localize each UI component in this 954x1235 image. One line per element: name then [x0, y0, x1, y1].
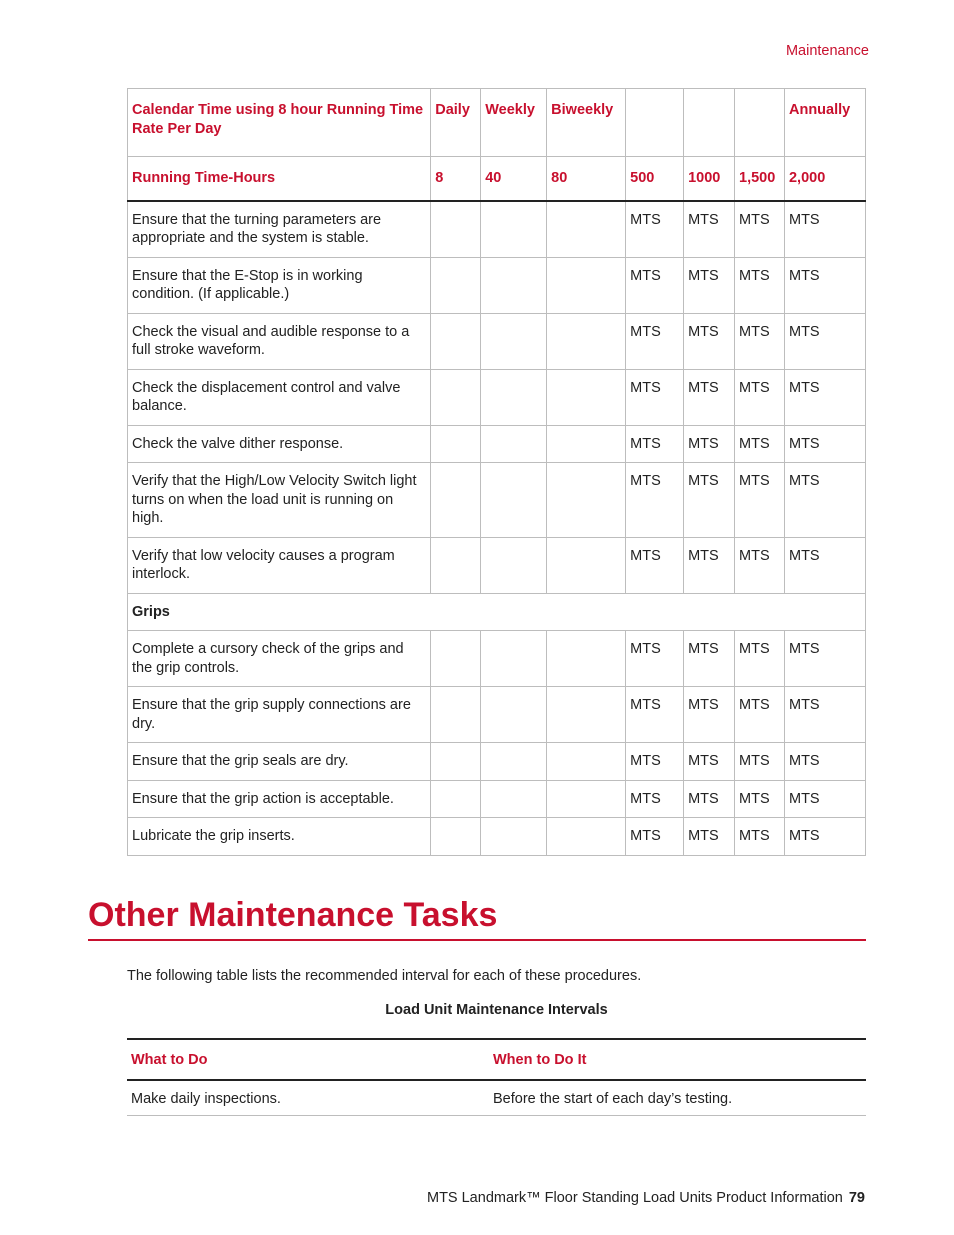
interval-cell: [431, 201, 481, 258]
task-description: Ensure that the grip supply connections are dry.: [128, 687, 431, 743]
page-footer: [427, 1190, 865, 1206]
interval-cell: MTS: [626, 313, 684, 369]
table-row: [128, 687, 866, 743]
interval-cell: MTS: [684, 313, 735, 369]
interval-cell: [481, 369, 547, 425]
interval-cell: [547, 463, 626, 538]
interval-cell: MTS: [684, 631, 735, 687]
column-header: Calendar Time using 8 hour Running Time Rate Per Day: [128, 89, 431, 157]
interval-cell: MTS: [684, 780, 735, 818]
interval-cell: [481, 780, 547, 818]
table-row: [128, 425, 866, 463]
task-description: Complete a cursory check of the grips and the grip controls.: [128, 631, 431, 687]
interval-cell: MTS: [784, 537, 865, 593]
column-header: 80: [547, 157, 626, 201]
interval-cell: [547, 425, 626, 463]
interval-cell: [431, 743, 481, 781]
column-header: Running Time-Hours: [128, 157, 431, 201]
interval-cell: MTS: [684, 425, 735, 463]
interval-cell: MTS: [626, 743, 684, 781]
interval-cell: MTS: [784, 313, 865, 369]
task-description: Ensure that the grip seals are dry.: [128, 743, 431, 781]
interval-cell: MTS: [735, 537, 785, 593]
column-header: [684, 89, 735, 157]
interval-cell: MTS: [784, 780, 865, 818]
interval-cell: MTS: [735, 818, 785, 856]
task-description: Verify that low velocity causes a program interlock.: [128, 537, 431, 593]
interval-cell: MTS: [684, 463, 735, 538]
table-header-row: [128, 89, 866, 157]
interval-cell: MTS: [626, 631, 684, 687]
interval-cell: MTS: [626, 780, 684, 818]
table-row: [128, 257, 866, 313]
interval-cell: MTS: [626, 537, 684, 593]
table-row: [128, 313, 866, 369]
interval-cell: [547, 743, 626, 781]
interval-cell: [547, 687, 626, 743]
column-header: 2,000: [784, 157, 865, 201]
section-row: [128, 593, 866, 631]
interval-cell: [481, 463, 547, 538]
column-header: 1,500: [735, 157, 785, 201]
table-row: [128, 537, 866, 593]
column-header: When to Do It: [489, 1039, 866, 1080]
section-label: Grips: [128, 593, 866, 631]
interval-cell: [547, 537, 626, 593]
column-header: 8: [431, 157, 481, 201]
task-description: Ensure that the E-Stop is in working condition. (If applicable.): [128, 257, 431, 313]
interval-cell: MTS: [735, 201, 785, 258]
task-description: Lubricate the grip inserts.: [128, 818, 431, 856]
interval-cell: MTS: [735, 780, 785, 818]
column-header: What to Do: [127, 1039, 489, 1080]
table-caption: Load Unit Maintenance Intervals: [385, 1002, 608, 1018]
table-cell: Make daily inspections.: [127, 1080, 489, 1116]
interval-cell: MTS: [626, 369, 684, 425]
interval-cell: MTS: [784, 463, 865, 538]
interval-cell: [431, 463, 481, 538]
interval-cell: MTS: [626, 463, 684, 538]
interval-cell: [547, 818, 626, 856]
interval-cell: MTS: [735, 631, 785, 687]
interval-cell: MTS: [735, 369, 785, 425]
interval-cell: [481, 537, 547, 593]
interval-cell: [431, 537, 481, 593]
column-header: 1000: [684, 157, 735, 201]
interval-cell: [431, 369, 481, 425]
footer-doc-title: MTS Landmark™ Floor Standing Load Units Product Information: [426, 1190, 843, 1206]
interval-cell: [547, 631, 626, 687]
interval-cell: MTS: [626, 201, 684, 258]
interval-cell: MTS: [784, 425, 865, 463]
interval-cell: [547, 313, 626, 369]
column-header: [735, 89, 785, 157]
table-row: [128, 369, 866, 425]
column-header: 40: [481, 157, 547, 201]
interval-cell: [431, 257, 481, 313]
page-number: 79: [848, 1190, 865, 1206]
table-row: [128, 631, 866, 687]
interval-cell: MTS: [684, 743, 735, 781]
interval-cell: [547, 369, 626, 425]
section-heading: Other Maintenance Tasks: [88, 895, 866, 941]
interval-cell: MTS: [684, 257, 735, 313]
interval-cell: [481, 425, 547, 463]
table-header-row: [127, 1039, 866, 1080]
interval-cell: MTS: [784, 687, 865, 743]
interval-cell: MTS: [684, 818, 735, 856]
interval-cell: MTS: [784, 818, 865, 856]
interval-cell: MTS: [684, 687, 735, 743]
task-description: Check the displacement control and valve balance.: [128, 369, 431, 425]
table-row: [128, 818, 866, 856]
column-header: Daily: [431, 89, 481, 157]
table-body: [127, 1080, 866, 1116]
column-header: 500: [626, 157, 684, 201]
interval-cell: MTS: [784, 257, 865, 313]
interval-cell: MTS: [784, 743, 865, 781]
interval-cell: MTS: [735, 313, 785, 369]
interval-cell: [431, 425, 481, 463]
interval-cell: MTS: [784, 369, 865, 425]
interval-cell: MTS: [784, 631, 865, 687]
task-description: Ensure that the turning parameters are appropriate and the system is stable.: [128, 201, 431, 258]
interval-cell: [481, 687, 547, 743]
interval-cell: [481, 818, 547, 856]
maintenance-schedule-table: [127, 88, 866, 856]
interval-cell: [431, 631, 481, 687]
task-description: Verify that the High/Low Velocity Switch light turns on when the load unit is running on high.: [128, 463, 431, 538]
task-description: Ensure that the grip action is acceptable.: [128, 780, 431, 818]
table-header-row: [128, 157, 866, 201]
column-header: Biweekly: [547, 89, 626, 157]
interval-cell: [547, 257, 626, 313]
interval-cell: [481, 313, 547, 369]
interval-cell: [481, 743, 547, 781]
task-description: Check the valve dither response.: [128, 425, 431, 463]
task-description: Check the visual and audible response to a full stroke waveform.: [128, 313, 431, 369]
interval-cell: MTS: [735, 743, 785, 781]
table-row: [127, 1080, 866, 1116]
interval-cell: [431, 313, 481, 369]
interval-cell: MTS: [684, 369, 735, 425]
interval-cell: MTS: [735, 687, 785, 743]
table-row: [128, 463, 866, 538]
table-row: [128, 201, 866, 258]
running-header: Maintenance: [785, 43, 869, 59]
column-header: Annually: [784, 89, 865, 157]
intervals-table: [127, 1038, 866, 1116]
interval-cell: [431, 687, 481, 743]
interval-cell: [481, 201, 547, 258]
interval-cell: [547, 780, 626, 818]
interval-cell: MTS: [784, 201, 865, 258]
table-body: [128, 201, 866, 856]
interval-cell: MTS: [684, 537, 735, 593]
interval-cell: MTS: [626, 687, 684, 743]
interval-cell: [431, 818, 481, 856]
interval-cell: MTS: [735, 463, 785, 538]
interval-cell: [481, 257, 547, 313]
table-row: [128, 780, 866, 818]
interval-cell: [481, 631, 547, 687]
interval-cell: [431, 780, 481, 818]
interval-cell: MTS: [735, 425, 785, 463]
interval-cell: MTS: [684, 201, 735, 258]
table-cell: Before the start of each day’s testing.: [489, 1080, 866, 1116]
column-header: Weekly: [481, 89, 547, 157]
intro-paragraph: The following table lists the recommended interval for each of these procedures.: [127, 968, 642, 984]
interval-cell: [547, 201, 626, 258]
column-header: [626, 89, 684, 157]
interval-cell: MTS: [735, 257, 785, 313]
interval-cell: MTS: [626, 818, 684, 856]
interval-cell: MTS: [626, 257, 684, 313]
interval-cell: MTS: [626, 425, 684, 463]
table-row: [128, 743, 866, 781]
